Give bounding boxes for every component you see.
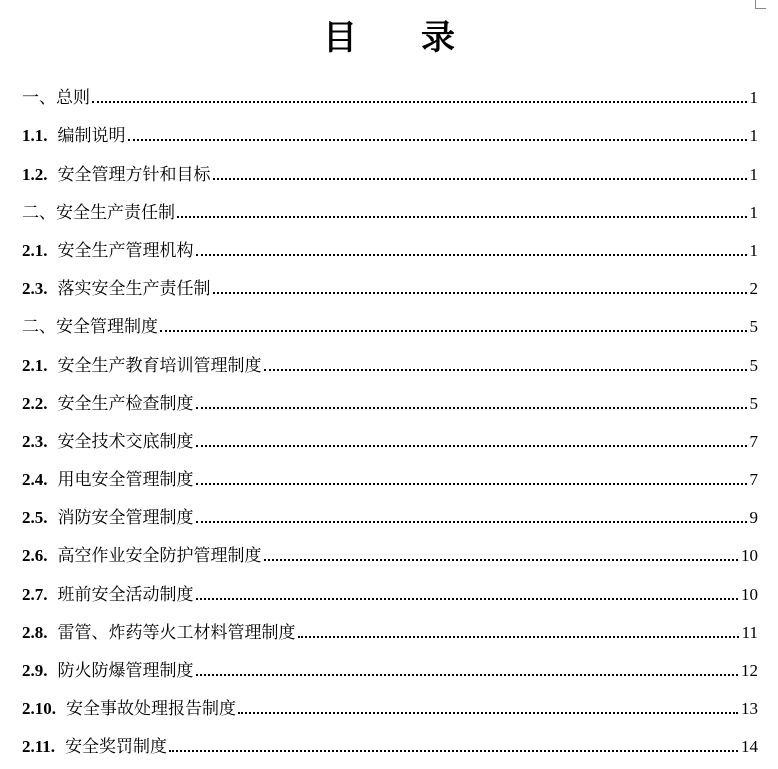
toc-entry-label: 用电安全管理制度: [57, 470, 194, 491]
toc-entry-number: 2.1.: [22, 240, 48, 260]
toc-entry[interactable]: [22, 566, 758, 604]
toc-entry[interactable]: [22, 185, 758, 223]
toc-entry-page: 1: [749, 88, 758, 108]
toc-entry[interactable]: [22, 528, 758, 566]
toc-entry-page: 13: [741, 699, 758, 719]
toc-entry[interactable]: [22, 337, 758, 375]
toc-entry-page: 1: [749, 164, 758, 184]
toc-entry-number: 2.9.: [22, 661, 48, 680]
toc-entry[interactable]: [22, 108, 758, 146]
dot-leader: [264, 369, 747, 371]
toc-entry-page: 14: [741, 737, 758, 757]
dot-leader: [196, 254, 747, 256]
dot-leader: [169, 750, 738, 752]
toc-entry-page: 9: [749, 508, 758, 528]
dot-leader: [264, 559, 739, 561]
dot-leader: [196, 483, 747, 485]
toc-entry[interactable]: [22, 70, 758, 108]
toc-entry-label: 安全技术交底制度: [57, 431, 194, 452]
page-corner-mark: [755, 0, 766, 9]
toc-entry-number: 一、: [22, 88, 56, 108]
dot-leader: [196, 445, 747, 447]
toc-entry-number: 1.2.: [22, 164, 48, 184]
dot-leader: [196, 598, 739, 600]
toc-entry-page: 10: [741, 546, 758, 566]
toc-entry-number: 2.7.: [22, 584, 48, 604]
toc-entry[interactable]: [22, 261, 758, 299]
toc-title: [0, 10, 778, 59]
toc-entry-page: 1: [749, 202, 758, 222]
toc-entry-page: 5: [749, 317, 758, 337]
toc-title-char-1: 目: [323, 18, 357, 58]
toc-entry-number: 2.5.: [22, 508, 48, 528]
toc-entry[interactable]: [22, 605, 758, 643]
dot-leader: [196, 674, 739, 676]
toc-entry-number: 2.10.: [22, 699, 56, 719]
dot-leader: [213, 292, 747, 294]
toc-entry-label: 总则: [56, 88, 90, 109]
dot-leader: [196, 521, 747, 523]
dot-leader: [238, 712, 738, 714]
dot-leader: [160, 330, 747, 332]
dot-leader: [196, 407, 747, 409]
toc-entry-label: 安全管理制度: [56, 317, 158, 338]
toc-entry-page: 5: [749, 355, 758, 375]
toc-entry-number: 2.6.: [22, 546, 48, 566]
toc-entry-label: 安全生产管理机构: [57, 240, 194, 261]
toc-entry-label: 安全生产教育培训管理制度: [57, 355, 262, 376]
toc-entry-number: 二、: [22, 317, 56, 337]
toc-entry-page: 5: [749, 393, 758, 413]
toc-entry-label: 安全奖罚制度: [65, 737, 168, 758]
toc-entry[interactable]: [22, 299, 758, 337]
toc-entry-number: 2.2.: [22, 393, 48, 413]
dot-leader: [213, 178, 747, 180]
toc-entry-page: 2: [749, 279, 758, 299]
toc-entry[interactable]: [22, 223, 758, 261]
toc-entry-page: 1: [749, 126, 758, 146]
toc-entry-number: 2.11.: [22, 737, 56, 757]
toc-entry[interactable]: [22, 376, 758, 414]
toc-title-char-2: 录: [421, 18, 455, 58]
toc-entry-label: 防火防爆管理制度: [57, 661, 194, 681]
toc-entry-label: 消防安全管理制度: [57, 508, 194, 529]
toc-entry-label: 编制说明: [57, 126, 126, 147]
toc-entry-label: 落实安全生产责任制: [57, 279, 211, 300]
toc-entry-number: 2.4.: [22, 470, 48, 490]
toc-entry-page: 12: [741, 661, 758, 680]
toc-entry-number: 2.8.: [22, 622, 48, 642]
toc-entry-page: 7: [749, 470, 758, 490]
toc-entry[interactable]: [22, 719, 758, 757]
toc-entry-number: 2.3.: [22, 431, 48, 451]
table-of-contents: [22, 70, 758, 757]
toc-entry-page: 7: [749, 431, 758, 451]
toc-entry-label: 安全生产检查制度: [57, 393, 194, 414]
dot-leader: [92, 101, 747, 103]
toc-entry-page: 1: [749, 240, 758, 260]
toc-entry[interactable]: [22, 452, 758, 490]
toc-entry[interactable]: [22, 643, 758, 681]
toc-entry-page: 11: [741, 622, 758, 642]
toc-entry-number: 2.1.: [22, 355, 48, 375]
toc-entry-label: 安全管理方针和目标: [57, 164, 211, 185]
toc-entry-number: 2.3.: [22, 279, 48, 299]
toc-entry[interactable]: [22, 490, 758, 528]
toc-entry-page: 10: [741, 584, 758, 604]
toc-entry[interactable]: [22, 414, 758, 452]
dot-leader: [298, 636, 739, 638]
dot-leader: [177, 216, 747, 218]
toc-entry[interactable]: [22, 681, 758, 719]
toc-entry-label: 班前安全活动制度: [57, 584, 194, 605]
toc-entry-number: 1.1.: [22, 126, 48, 146]
toc-entry-label: 高空作业安全防护管理制度: [57, 546, 262, 567]
toc-entry[interactable]: [22, 146, 758, 184]
toc-entry-label: 雷管、炸药等火工材料管理制度: [57, 622, 296, 643]
toc-entry-label: 安全事故处理报告制度: [66, 699, 236, 720]
toc-entry-number: 二、: [22, 202, 56, 222]
toc-entry-label: 安全生产责任制: [56, 202, 175, 223]
dot-leader: [128, 139, 747, 141]
